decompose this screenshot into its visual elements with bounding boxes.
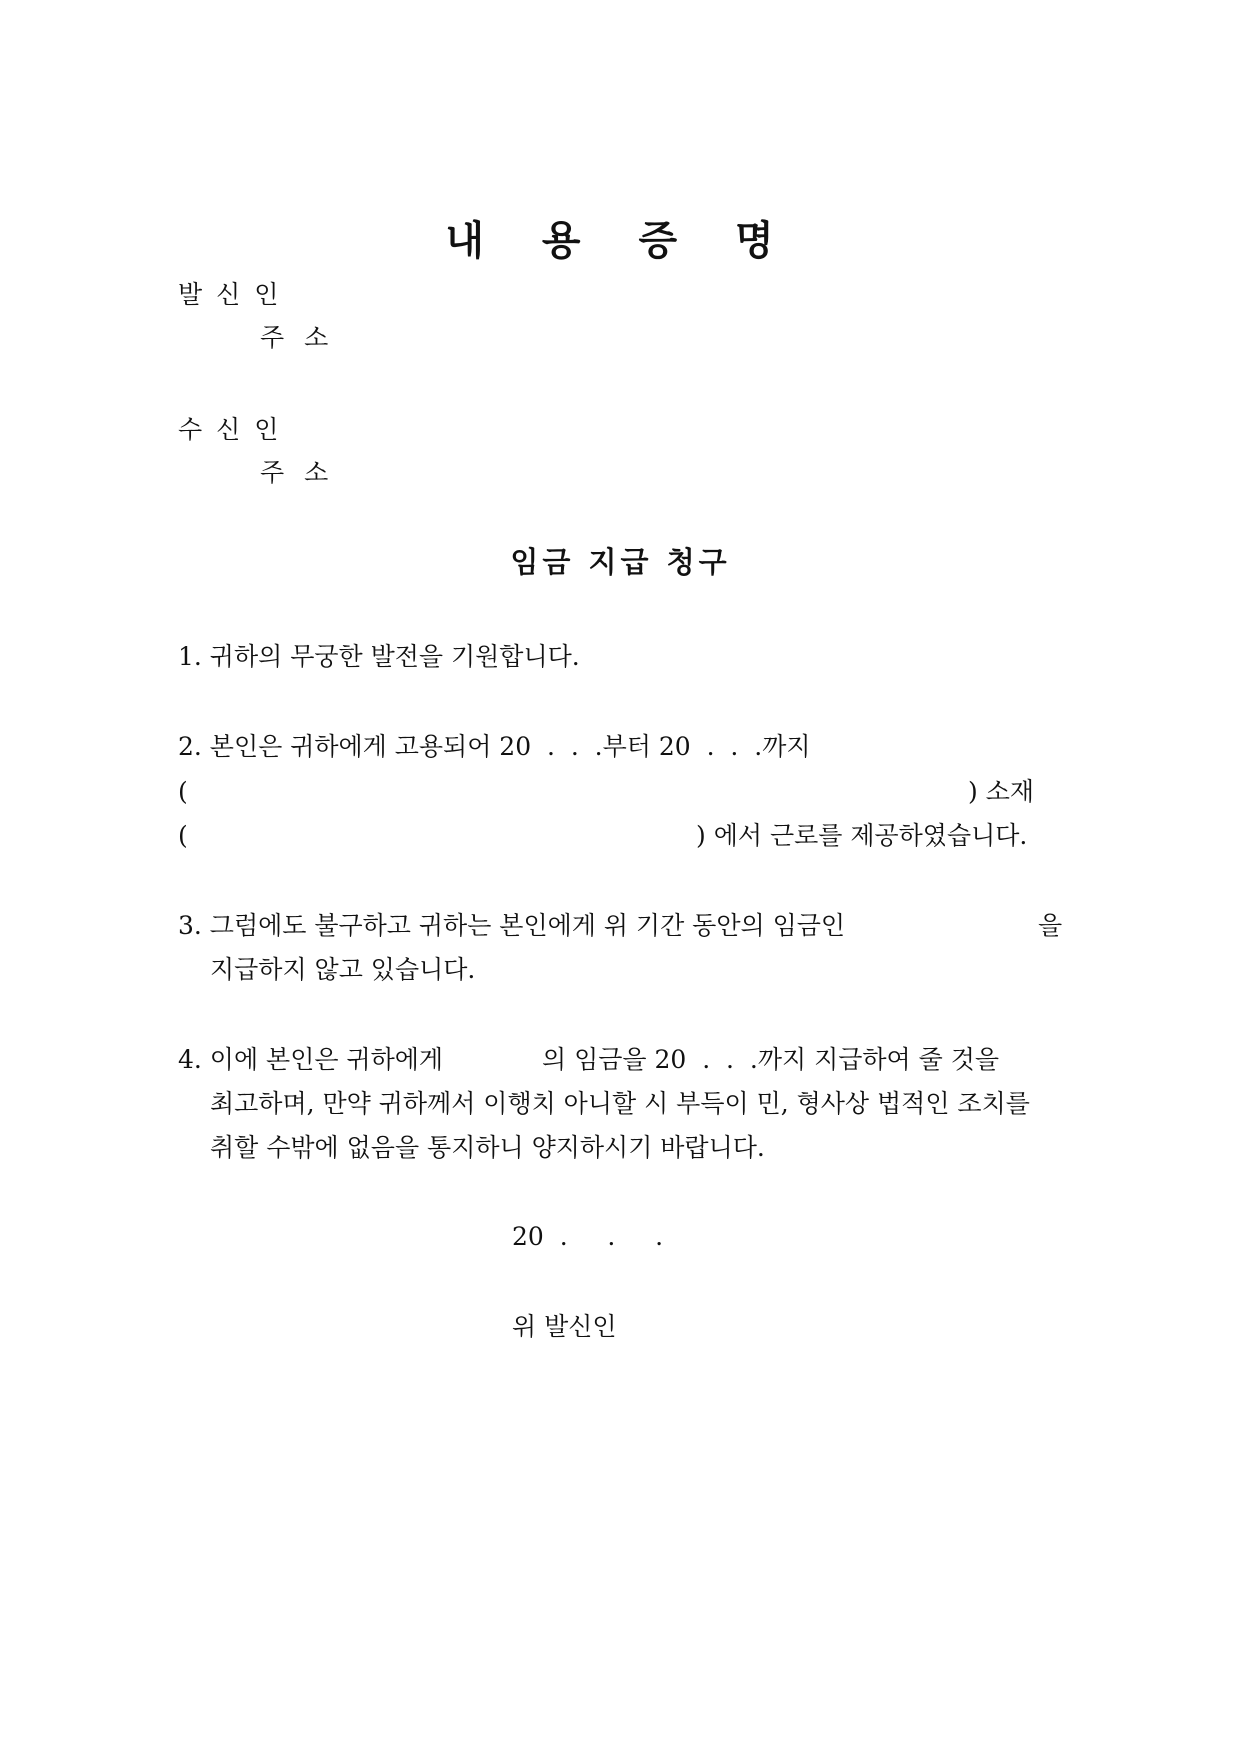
paragraph-4-line-2: 최고하며, 만약 귀하께서 이행치 아니할 시 부득이 민, 형사상 법적인 조치를 [210, 1089, 1030, 1118]
sender-signature-line: 위 발신인 [512, 1312, 617, 1341]
paragraph-2-location-suffix: ) 소재 [968, 777, 1035, 806]
paragraph-3-line-1: 3. 그럼에도 불구하고 귀하는 본인에게 위 기간 동안의 임금인 [178, 911, 846, 940]
paragraph-4-line-1-a: 4. 이에 본인은 귀하에게 [178, 1045, 444, 1074]
paragraph-3-line-1-end: 을 [1038, 911, 1063, 940]
sender-label: 발 신 인 [178, 280, 282, 309]
recipient-label: 수 신 인 [178, 415, 282, 444]
recipient-address-label: 주 소 [260, 458, 335, 487]
paragraph-2-workplace-suffix: ) 에서 근로를 제공하였습니다. [696, 821, 1028, 850]
document-title: 내 용 증 명 [445, 217, 796, 264]
paragraph-4-line-1-b: 의 임금을 20 . . .까지 지급하여 줄 것을 [542, 1045, 1000, 1074]
paragraph-3-line-2: 지급하지 않고 있습니다. [210, 955, 476, 984]
paragraph-1: 1. 귀하의 무궁한 발전을 기원합니다. [178, 642, 580, 671]
document-date: 20 . . . [512, 1222, 664, 1251]
paragraph-2-open-paren: ( [178, 777, 188, 806]
paragraph-2-open-paren-2: ( [178, 821, 188, 850]
paragraph-2-line-1: 2. 본인은 귀하에게 고용되어 20 . . .부터 20 . . .까지 [178, 732, 811, 761]
document-subject: 임금 지급 청구 [510, 545, 731, 579]
sender-address-label: 주 소 [260, 323, 335, 352]
paragraph-4-line-3: 취할 수밖에 없음을 통지하니 양지하시기 바랍니다. [210, 1133, 765, 1162]
